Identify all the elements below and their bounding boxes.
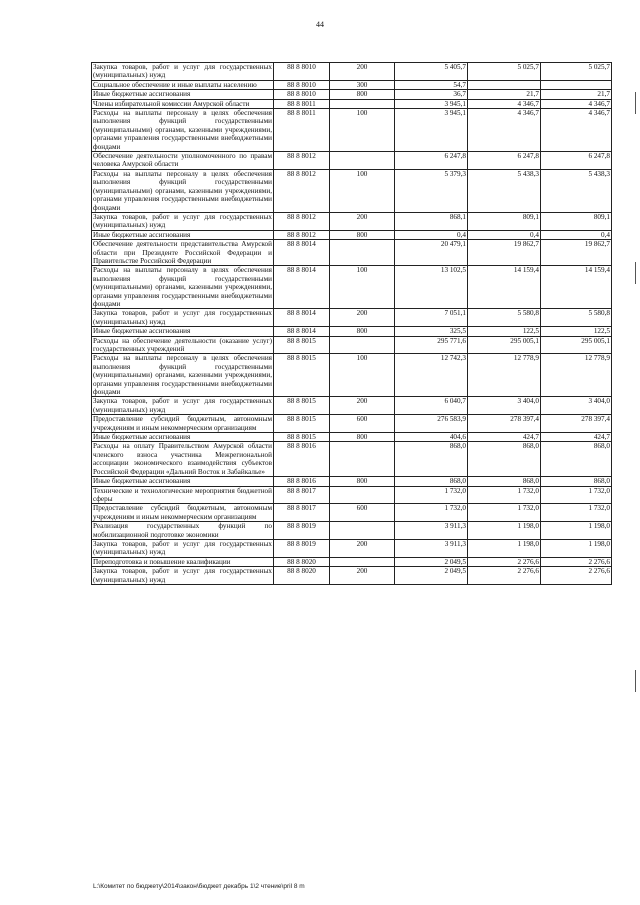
row-value-2015: 0,4 bbox=[395, 230, 468, 239]
row-value-2015: 6 247,8 bbox=[395, 152, 468, 170]
row-code: 88 8 8019 bbox=[274, 522, 330, 540]
row-expense-type: 100 bbox=[330, 354, 395, 397]
row-value-2017: 2 276,6 bbox=[541, 567, 612, 585]
row-code: 88 8 8011 bbox=[274, 109, 330, 152]
row-value-2016: 424,7 bbox=[468, 433, 541, 442]
row-value-2017: 1 198,0 bbox=[541, 539, 612, 557]
row-value-2017: 5 438,3 bbox=[541, 169, 612, 212]
row-name: Предоставление субсидий бюджетным, автономным учреждениям и иным некоммерческим организациям bbox=[93, 504, 272, 521]
row-value-2017: 1 198,0 bbox=[541, 522, 612, 540]
row-value-2015: 20 479,1 bbox=[395, 240, 468, 266]
row-name: Иные бюджетные ассигнования bbox=[92, 327, 274, 336]
table-row bbox=[92, 354, 612, 397]
edge-mark bbox=[635, 262, 636, 284]
row-value-2016: 0,4 bbox=[468, 230, 541, 239]
table-row bbox=[92, 99, 612, 108]
row-expense-type: 200 bbox=[330, 397, 395, 415]
row-code: 88 8 8010 bbox=[274, 80, 330, 89]
row-value-2016: 21,7 bbox=[468, 90, 541, 99]
row-value-2017: 14 159,4 bbox=[541, 266, 612, 309]
row-expense-type bbox=[330, 240, 395, 266]
row-value-2015: 276 583,9 bbox=[395, 415, 468, 433]
table-row bbox=[92, 240, 612, 266]
table-row bbox=[92, 522, 612, 540]
table-row bbox=[92, 397, 612, 415]
row-name: Иные бюджетные ассигнования bbox=[92, 230, 274, 239]
row-expense-type: 600 bbox=[330, 504, 395, 522]
row-value-2015: 868,0 bbox=[395, 477, 468, 486]
row-value-2016 bbox=[468, 80, 541, 89]
row-name: Предоставление субсидий бюджетным, автономным учреждениям и иным некоммерческим организациям bbox=[93, 415, 272, 432]
row-code: 88 8 8014 bbox=[274, 309, 330, 327]
row-value-2015: 1 732,0 bbox=[395, 504, 468, 522]
row-name: Иные бюджетные ассигнования bbox=[92, 433, 274, 442]
row-expense-type: 200 bbox=[330, 539, 395, 557]
row-value-2016: 5 580,8 bbox=[468, 309, 541, 327]
row-code: 88 8 8012 bbox=[274, 152, 330, 170]
row-value-2015: 1 732,0 bbox=[395, 486, 468, 504]
row-value-2015: 295 771,6 bbox=[395, 336, 468, 354]
row-value-2015: 13 102,5 bbox=[395, 266, 468, 309]
row-name: Закупка товаров, работ и услуг для государственных (муниципальных) нужд bbox=[93, 309, 272, 326]
table-row bbox=[92, 557, 612, 566]
row-code: 88 8 8014 bbox=[274, 266, 330, 309]
row-value-2017: 21,7 bbox=[541, 90, 612, 99]
row-code: 88 8 8015 bbox=[274, 397, 330, 415]
row-name: Технические и технологические мероприятия бюджетной сферы bbox=[93, 486, 272, 503]
row-code: 88 8 8010 bbox=[274, 63, 330, 81]
row-value-2017: 809,1 bbox=[541, 212, 612, 230]
row-name: Закупка товаров, работ и услуг для государственных (муниципальных) нужд bbox=[93, 539, 272, 557]
row-code: 88 8 8014 bbox=[274, 240, 330, 266]
row-value-2015: 3 945,1 bbox=[395, 109, 468, 152]
row-value-2015: 3 945,1 bbox=[395, 99, 468, 108]
row-expense-type: 100 bbox=[330, 169, 395, 212]
row-code: 88 8 8015 bbox=[274, 433, 330, 442]
row-code: 88 8 8017 bbox=[274, 486, 330, 504]
row-value-2017: 4 346,7 bbox=[541, 99, 612, 108]
row-expense-type bbox=[330, 99, 395, 108]
row-value-2015: 3 911,3 bbox=[395, 539, 468, 557]
table-row bbox=[92, 152, 612, 170]
row-name: Закупка товаров, работ и услуг для государственных (муниципальных) нужд bbox=[93, 63, 272, 80]
row-code: 88 8 8019 bbox=[274, 539, 330, 557]
table-row bbox=[92, 567, 612, 585]
row-value-2017: 5 025,7 bbox=[541, 63, 612, 81]
row-value-2015: 3 911,3 bbox=[395, 522, 468, 540]
row-expense-type bbox=[330, 486, 395, 504]
row-expense-type: 200 bbox=[330, 63, 395, 81]
row-expense-type: 800 bbox=[330, 230, 395, 239]
row-value-2015: 2 049,5 bbox=[395, 567, 468, 585]
row-name: Обеспечение деятельности представительства Амурской области при Президенте Российской Федерации и Правительстве Российской Федерации bbox=[93, 240, 272, 265]
row-value-2017: 424,7 bbox=[541, 433, 612, 442]
row-name: Расходы на оплату Правительством Амурской области членского взноса участника Межрегиональной ассоциации экономического взаимодействия субъектов Российской Федерации «Дальний Восток и Забайкалье» bbox=[93, 442, 272, 476]
row-code: 88 8 8015 bbox=[274, 336, 330, 354]
row-value-2016: 5 438,3 bbox=[468, 169, 541, 212]
row-code: 88 8 8016 bbox=[274, 477, 330, 486]
row-value-2015: 5 379,3 bbox=[395, 169, 468, 212]
row-code: 88 8 8016 bbox=[274, 442, 330, 477]
row-value-2017: 295 005,1 bbox=[541, 336, 612, 354]
edge-mark bbox=[635, 670, 636, 692]
row-expense-type: 200 bbox=[330, 567, 395, 585]
row-code: 88 8 8010 bbox=[274, 90, 330, 99]
row-value-2015: 2 049,5 bbox=[395, 557, 468, 566]
row-value-2015: 325,5 bbox=[395, 327, 468, 336]
row-value-2016: 868,0 bbox=[468, 477, 541, 486]
row-expense-type bbox=[330, 336, 395, 354]
table-row bbox=[92, 212, 612, 230]
table-row bbox=[92, 477, 612, 486]
row-value-2017: 5 580,8 bbox=[541, 309, 612, 327]
row-value-2017: 12 778,9 bbox=[541, 354, 612, 397]
row-expense-type: 200 bbox=[330, 309, 395, 327]
footer-file-path: L:\Комитет по бюджету\2014\закон\бюджет декабрь 1\2 чтение\pril 8 m bbox=[93, 883, 305, 890]
row-value-2015: 868,0 bbox=[395, 442, 468, 477]
row-expense-type bbox=[330, 152, 395, 170]
row-expense-type bbox=[330, 522, 395, 540]
table-row bbox=[92, 169, 612, 212]
row-value-2016: 1 732,0 bbox=[468, 486, 541, 504]
row-value-2016: 1 732,0 bbox=[468, 504, 541, 522]
row-name: Обеспечение деятельности уполномоченного по правам человека Амурской области bbox=[93, 152, 272, 169]
row-code: 88 8 8020 bbox=[274, 567, 330, 585]
row-value-2015: 7 051,1 bbox=[395, 309, 468, 327]
row-value-2016: 122,5 bbox=[468, 327, 541, 336]
table-row bbox=[92, 266, 612, 309]
row-name: Переподготовка и повышение квалификации bbox=[92, 557, 274, 566]
row-value-2016: 278 397,4 bbox=[468, 415, 541, 433]
row-value-2016: 19 862,7 bbox=[468, 240, 541, 266]
row-value-2016: 4 346,7 bbox=[468, 109, 541, 152]
row-code: 88 8 8012 bbox=[274, 169, 330, 212]
row-value-2016: 1 198,0 bbox=[468, 522, 541, 540]
row-name: Реализация государственных функций по мобилизационной подготовке экономики bbox=[93, 522, 272, 539]
row-value-2016: 1 198,0 bbox=[468, 539, 541, 557]
row-code: 88 8 8015 bbox=[274, 354, 330, 397]
row-name: Расходы на выплаты персоналу в целях обеспечения выполнения функций государственными (муниципальными) органами, казенными учреждениями, органами управления государственными внебюджетными фондами bbox=[93, 354, 272, 397]
table-row bbox=[92, 539, 612, 557]
row-value-2015: 5 405,7 bbox=[395, 63, 468, 81]
row-value-2015: 868,1 bbox=[395, 212, 468, 230]
row-expense-type bbox=[330, 557, 395, 566]
row-value-2016: 2 276,6 bbox=[468, 567, 541, 585]
row-expense-type: 800 bbox=[330, 90, 395, 99]
row-expense-type bbox=[330, 442, 395, 477]
table-row bbox=[92, 336, 612, 354]
row-value-2017: 6 247,8 bbox=[541, 152, 612, 170]
table-row bbox=[92, 90, 612, 99]
row-value-2017: 0,4 bbox=[541, 230, 612, 239]
row-value-2016: 868,0 bbox=[468, 442, 541, 477]
row-value-2017: 122,5 bbox=[541, 327, 612, 336]
row-value-2017: 868,0 bbox=[541, 477, 612, 486]
row-value-2017: 4 346,7 bbox=[541, 109, 612, 152]
row-expense-type: 300 bbox=[330, 80, 395, 89]
table-row bbox=[92, 327, 612, 336]
row-code: 88 8 8015 bbox=[274, 415, 330, 433]
row-value-2017: 3 404,0 bbox=[541, 397, 612, 415]
table-row bbox=[92, 80, 612, 89]
row-value-2017 bbox=[541, 80, 612, 89]
row-value-2015: 404,6 bbox=[395, 433, 468, 442]
row-expense-type: 800 bbox=[330, 433, 395, 442]
row-name: Закупка товаров, работ и услуг для государственных (муниципальных) нужд bbox=[93, 397, 272, 414]
row-value-2016: 3 404,0 bbox=[468, 397, 541, 415]
row-value-2017: 278 397,4 bbox=[541, 415, 612, 433]
row-value-2016: 295 005,1 bbox=[468, 336, 541, 354]
table-row bbox=[92, 504, 612, 522]
row-expense-type: 800 bbox=[330, 477, 395, 486]
row-value-2016: 809,1 bbox=[468, 212, 541, 230]
table-row bbox=[92, 415, 612, 433]
table-row bbox=[92, 230, 612, 239]
row-code: 88 8 8012 bbox=[274, 230, 330, 239]
row-expense-type: 200 bbox=[330, 212, 395, 230]
row-code: 88 8 8012 bbox=[274, 212, 330, 230]
row-value-2016: 2 276,6 bbox=[468, 557, 541, 566]
row-name: Закупка товаров, работ и услуг для государственных (муниципальных) нужд bbox=[93, 567, 272, 584]
row-value-2015: 12 742,3 bbox=[395, 354, 468, 397]
row-expense-type: 800 bbox=[330, 327, 395, 336]
budget-table bbox=[91, 62, 612, 585]
row-value-2016: 14 159,4 bbox=[468, 266, 541, 309]
table-row bbox=[92, 442, 612, 477]
row-name: Социальное обеспечение и иные выплаты населению bbox=[92, 80, 274, 89]
row-expense-type: 600 bbox=[330, 415, 395, 433]
row-name: Члены избирательной комиссии Амурской области bbox=[92, 99, 274, 108]
row-value-2017: 2 276,6 bbox=[541, 557, 612, 566]
row-name: Расходы на выплаты персоналу в целях обеспечения выполнения функций государственными (муниципальными) органами, казенными учреждениями, органами управления государственными внебюджетными фондами bbox=[93, 169, 272, 212]
page-number: 44 bbox=[316, 20, 324, 29]
row-code: 88 8 8014 bbox=[274, 327, 330, 336]
row-expense-type: 100 bbox=[330, 109, 395, 152]
row-name: Расходы на выплаты персоналу в целях обеспечения выполнения функций государственными (муниципальными) органами, казенными учреждениями, органами управления государственными внебюджетными фондами bbox=[93, 266, 272, 308]
row-name: Расходы на обеспечение деятельности (оказание услуг) государственных учреждений bbox=[93, 336, 272, 353]
table-row bbox=[92, 433, 612, 442]
row-value-2016: 4 346,7 bbox=[468, 99, 541, 108]
row-name: Закупка товаров, работ и услуг для государственных (муниципальных) нужд bbox=[93, 212, 272, 230]
budget-table-body bbox=[92, 63, 612, 585]
table-row bbox=[92, 486, 612, 504]
row-value-2015: 6 040,7 bbox=[395, 397, 468, 415]
row-expense-type: 100 bbox=[330, 266, 395, 309]
row-value-2017: 19 862,7 bbox=[541, 240, 612, 266]
row-value-2016: 5 025,7 bbox=[468, 63, 541, 81]
row-name: Расходы на выплаты персоналу в целях обеспечения выполнения функций государственными (муниципальными) органами, казенными учреждениями, органами управления государственными внебюджетными фондами bbox=[93, 109, 272, 151]
row-name: Иные бюджетные ассигнования bbox=[92, 90, 274, 99]
table-row bbox=[92, 109, 612, 152]
row-value-2015: 54,7 bbox=[395, 80, 468, 89]
table-row bbox=[92, 309, 612, 327]
row-value-2017: 1 732,0 bbox=[541, 504, 612, 522]
row-value-2017: 1 732,0 bbox=[541, 486, 612, 504]
row-code: 88 8 8017 bbox=[274, 504, 330, 522]
table-row bbox=[92, 63, 612, 81]
row-name: Иные бюджетные ассигнования bbox=[92, 477, 274, 486]
edge-mark bbox=[635, 92, 636, 114]
row-code: 88 8 8020 bbox=[274, 557, 330, 566]
row-value-2017: 868,0 bbox=[541, 442, 612, 477]
row-value-2016: 6 247,8 bbox=[468, 152, 541, 170]
row-value-2015: 36,7 bbox=[395, 90, 468, 99]
row-code: 88 8 8011 bbox=[274, 99, 330, 108]
row-value-2016: 12 778,9 bbox=[468, 354, 541, 397]
